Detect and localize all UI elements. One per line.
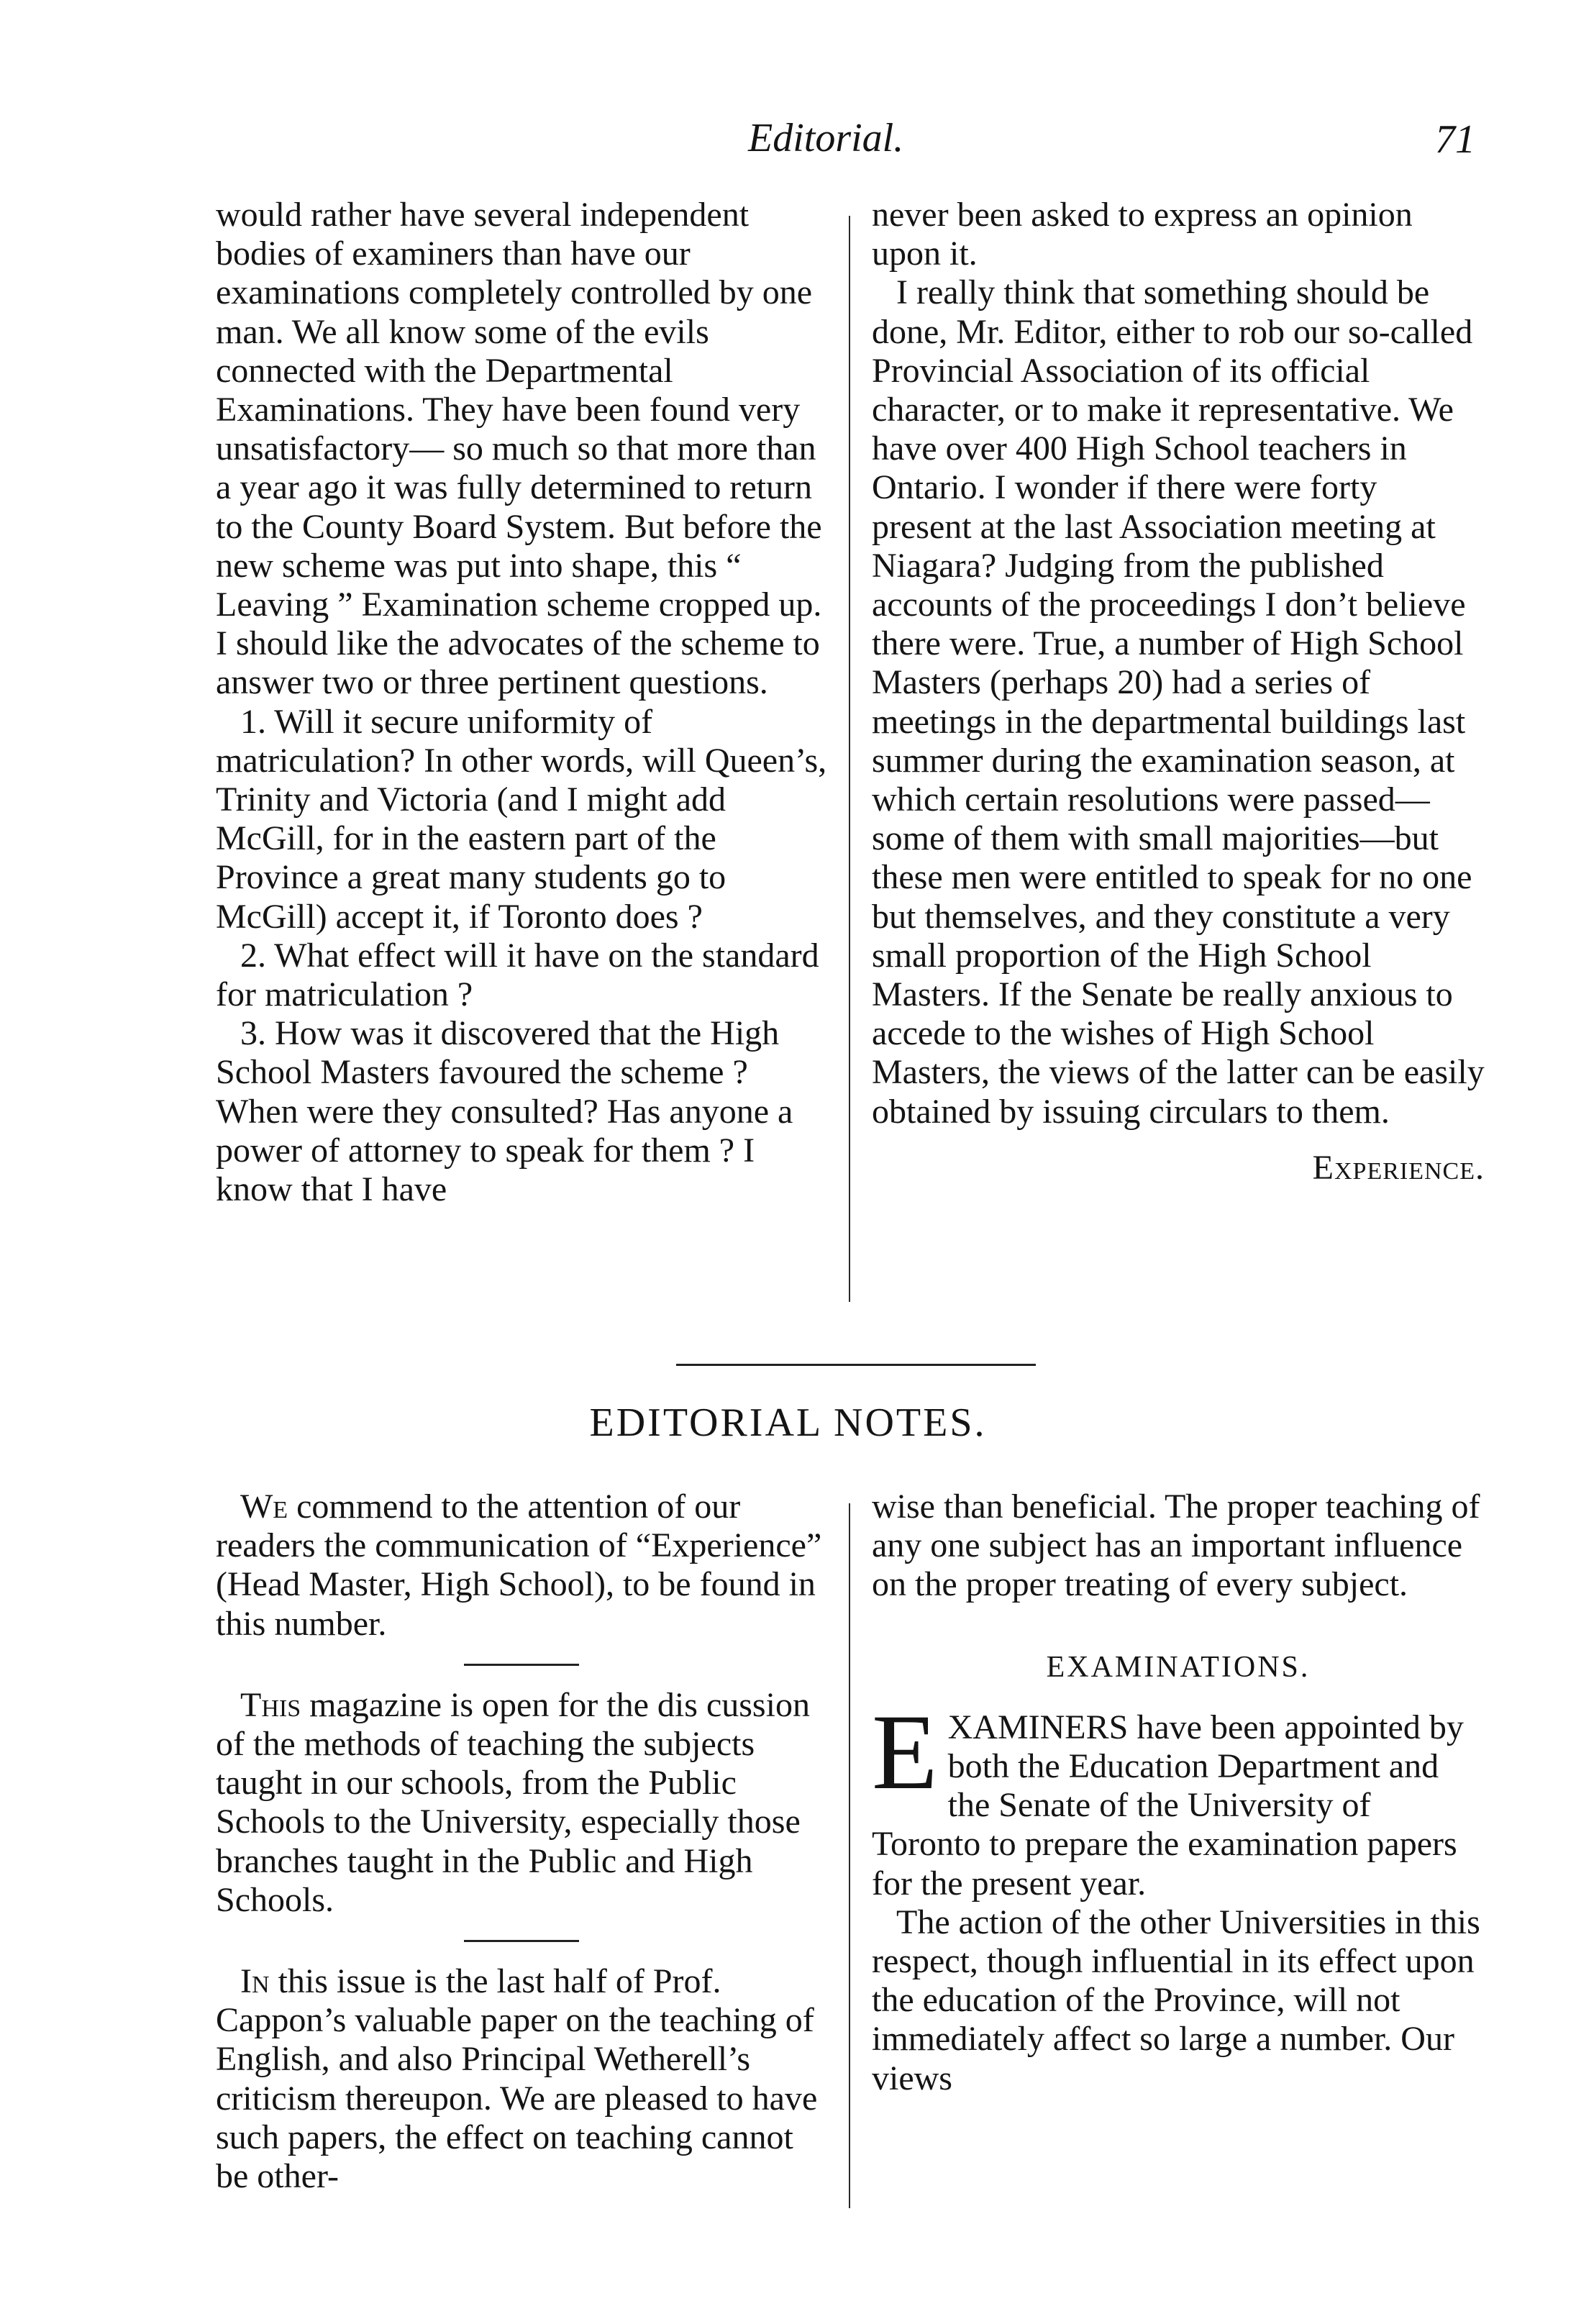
note-paragraph [216,1962,827,2196]
letter-paragraph: would rather have several independent bodies of examiners than have our examinations completely controlled by one man. We all know some of the evils connected with the Departmental Examinations. They have been found very unsatisfactory— so much so that more than a year ago it was fully determined to return to the County Board System. But before the new scheme was put into shape, this “ Leaving ” Examination scheme cropped up. I should like the advocates of the scheme to answer two or three pertinent questions. [216,196,822,702]
letter-signature: Experience. [1312,1148,1485,1187]
note-lead: In [240,1962,270,2001]
letter-paragraph: never been asked to express an opinion upon it. [872,196,1413,273]
running-head-title: Editorial. [748,116,904,160]
examinations-paragraph [872,1692,1485,1903]
column-divider [849,216,850,1302]
note-paragraph [216,1487,827,1644]
note-text: magazine is open for the dis cussion of the methods of teaching the subjects taught in our schools, from the Public Schools to the University, especially those branches taught in the Public and High Schools. [216,1685,810,1919]
note-text: this issue is the last half of Prof. Cappon’s valuable paper on the teaching of English, and also Principal Wetherell’s criticism thereupon. We are pleased to have such papers, the effect on teaching cannot be other- [216,1962,818,2196]
letter-question-2: 2. What effect will it have on the standard for matriculation ? [216,936,819,1014]
note-lead: This [240,1685,301,1724]
examinations-heading: EXAMINATIONS. [1046,1650,1311,1684]
page-number: 71 [1435,117,1475,162]
note-lead: We [240,1487,288,1526]
section-heading: EDITORIAL NOTES. [589,1400,987,1445]
note-divider [464,1664,579,1666]
letter-paragraph: I really think that something should be done, Mr. Editor, either to rob our so-called Provincial Association of its official character, or to make it representative. We have over 400 High School teachers in Ontario. I wonder if there were forty present at the last Association meeting at Niagara? Judging from the published accounts of the proceedings I don’t believe there were. True, a number of High School Masters (perhaps 20) had a series of meetings in the departmental buildings last summer during the examination season, at which certain resolutions were passed—some of them with small majorities—but these men were entitled to speak for no one but themselves, and they constitute a very small proportion of the High School Masters. If the Senate be really anxious to accede to the wishes of High School Masters, the views of the latter can be easily obtained by issuing circulars to them. [872,273,1485,1131]
letter-right-column [872,196,1485,1188]
notes-right-column [872,1487,1485,2098]
section-divider [676,1364,1036,1366]
note-paragraph [216,1686,827,1920]
note-divider [464,1940,579,1942]
drop-cap: E [872,1692,938,1812]
note-continuation: wise than beneficial. The proper teaching of any one subject has an important influence on the proper treating of every subject. [872,1487,1480,1604]
letter-question-3: 3. How was it discovered that the High School Masters favoured the scheme ? When were they consulted? Has anyone a power of attorney to speak for them ? I know that I have [216,1014,793,1209]
examinations-text: XAMINERS have been appointed by both the Education Department and the Senate of the University of Toronto to prepare the examination papers for the present year. [872,1708,1464,1903]
column-divider [849,1503,850,2208]
note-text: commend to the attention of our readers the communication of “Experience” (Head Master, High School), to be found in this number. [216,1487,822,1643]
notes-left-column [216,1487,827,2196]
letter-left-column [216,196,827,1209]
examinations-paragraph: The action of the other Universities in this respect, though influential in its effect upon the education of the Province, will not immediately affect so large a number. Our views [872,1903,1480,2097]
letter-question-1: 1. Will it secure uniformity of matriculation? In other words, will Queen’s, Trinity and Victoria (and I might add McGill, for in the eastern part of the Province a great many students go to McGill) accept it, if Toronto does ? [216,702,827,936]
